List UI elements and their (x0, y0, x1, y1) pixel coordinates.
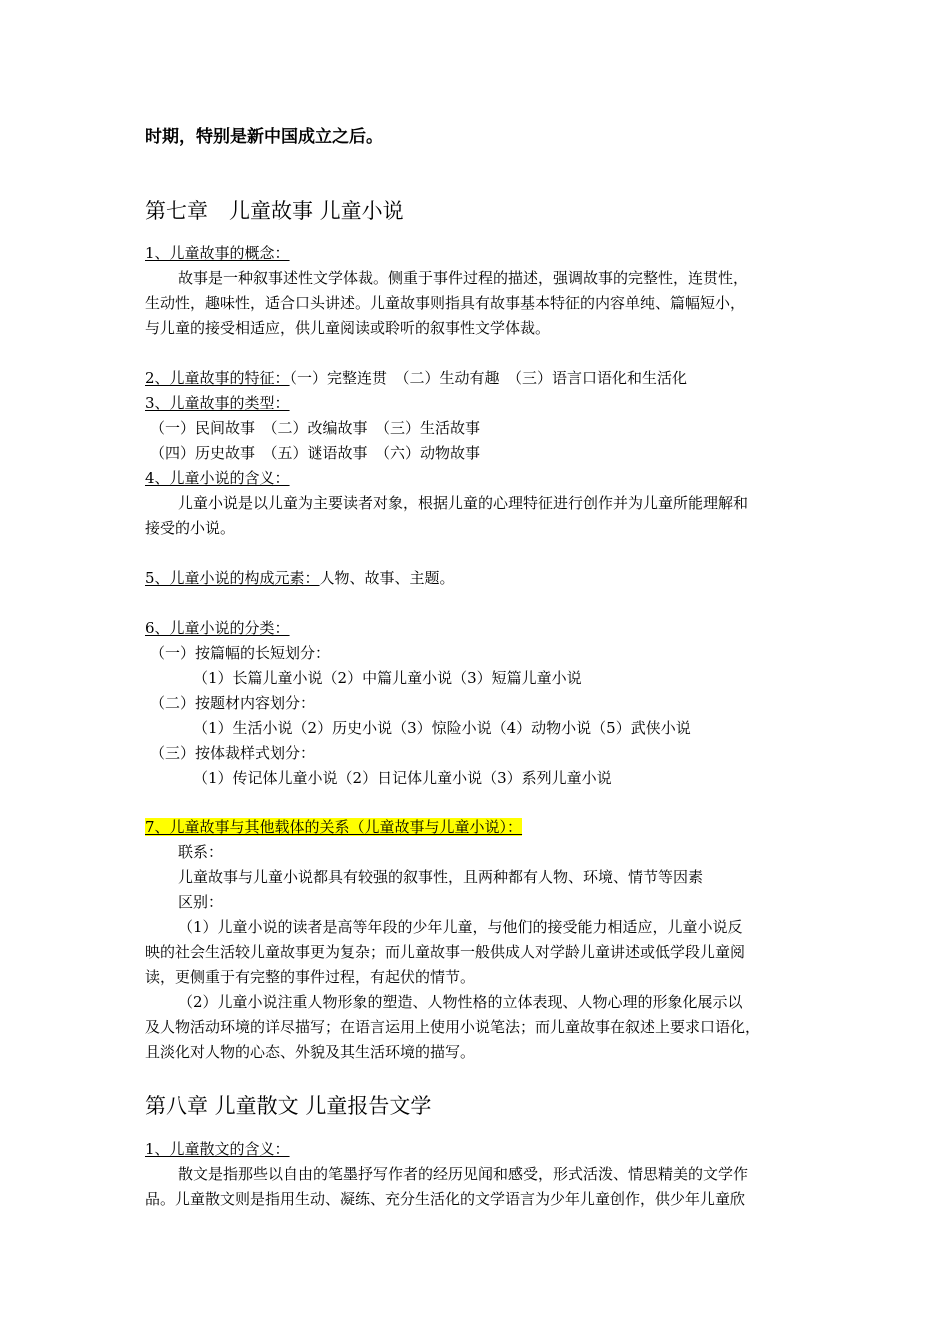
ch7-s2-row (145, 368, 687, 388)
ch7-s7-line: （2）儿童小说注重人物形象的塑造、人物性格的立体表现、人物心理的形象化展示以 (178, 993, 743, 1011)
ch7-s5-content: 人物、故事、主题。 (319, 569, 455, 587)
ch7-s7-heading-row (145, 817, 522, 837)
ch8-s1-heading: 1、儿童散文的含义： (145, 1140, 290, 1158)
ch7-s6-line: （三）按体裁样式划分： (150, 744, 316, 762)
ch7-s4-line: 儿童小说是以儿童为主要读者对象，根据儿童的心理特征进行创作并为儿童所能理解和 (178, 494, 749, 512)
ch7-s1-heading: 1、儿童故事的概念： (145, 244, 290, 262)
ch7-s6-heading: 6、儿童小说的分类： (145, 619, 290, 637)
ch8-s1-line: 散文是指那些以自由的笔墨抒写作者的经历见闻和感受，形式活泼、情思精美的文学作 (178, 1165, 749, 1183)
ch7-s6-line: （1）传记体儿童小说（2）日记体儿童小说（3）系列儿童小说 (193, 769, 612, 787)
ch7-s7-line: 联系： (178, 843, 224, 861)
ch7-s6-line: （二）按题材内容划分： (150, 694, 316, 712)
ch7-s7-line: 儿童故事与儿童小说都具有较强的叙事性，且两种都有人物、环境、情节等因素 (178, 868, 704, 886)
ch7-s7-line: （1）儿童小说的读者是高等年段的少年儿童，与他们的接受能力相适应，儿童小说反 (178, 918, 743, 936)
ch7-s3-line: （四）历史故事 （五）谜语故事 （六）动物故事 (150, 444, 481, 462)
ch7-s4-line: 接受的小说。 (145, 519, 236, 537)
ch7-s7-line: 且淡化对人物的心态、外貌及其生活环境的描写。 (145, 1043, 476, 1061)
ch7-s7-line: 区别： (178, 893, 224, 911)
ch7-s7-heading: 7、儿童故事与其他载体的关系（儿童故事与儿童小说）： (145, 818, 523, 836)
ch7-s7-line: 读，更侧重于有完整的事件过程，有起伏的情节。 (145, 968, 476, 986)
ch7-s5-row (145, 568, 455, 588)
ch7-s2-heading: 2、儿童故事的特征： (145, 369, 290, 387)
ch7-s3-line: （一）民间故事 （二）改编故事 （三）生活故事 (150, 419, 481, 437)
ch7-s7-line: 映的社会生活较儿童故事更为复杂；而儿童故事一般供成人对学龄儿童讲述或低学段儿童阅 (145, 943, 746, 961)
ch7-s7-line: 及人物活动环境的详尽描写；在语言运用上使用小说笔法；而儿童故事在叙述上要求口语化， (145, 1018, 761, 1036)
ch7-s1-line: 生动性，趣味性，适合口头讲述。儿童故事则指具有故事基本特征的内容单纯、篇幅短小， (145, 294, 746, 312)
ch7-s6-line: （1）长篇儿童小说（2）中篇儿童小说（3）短篇儿童小说 (193, 669, 582, 687)
ch7-s6-line: （1）生活小说（2）历史小说（3）惊险小说（4）动物小说（5）武侠小说 (193, 719, 691, 737)
chapter8-title: 第八章 儿童散文 儿童报告文学 (145, 1094, 432, 1118)
ch7-s1-line: 故事是一种叙事述性文学体裁。侧重于事件过程的描述，强调故事的完整性，连贯性， (178, 269, 749, 287)
ch7-s3-heading: 3、儿童故事的类型： (145, 394, 290, 412)
ch7-s4-heading: 4、儿童小说的含义： (145, 469, 290, 487)
ch7-s1-line: 与儿童的接受相适应，供儿童阅读或聆听的叙事性文学体裁。 (145, 319, 551, 337)
continuation-text: 时期，特别是新中国成立之后。 (145, 127, 383, 147)
ch8-s1-line: 品。儿童散文则是指用生动、凝练、充分生活化的文学语言为少年儿童创作，供少年儿童欣 (145, 1190, 746, 1208)
ch7-s6-line: （一）按篇幅的长短划分： (150, 644, 331, 662)
ch7-s5-heading: 5、儿童小说的构成元素： (145, 569, 320, 587)
ch7-s2-content: （一）完整连贯 （二）生动有趣 （三）语言口语化和生活化 (289, 369, 688, 387)
chapter7-title: 第七章 儿童故事 儿童小说 (145, 199, 404, 223)
